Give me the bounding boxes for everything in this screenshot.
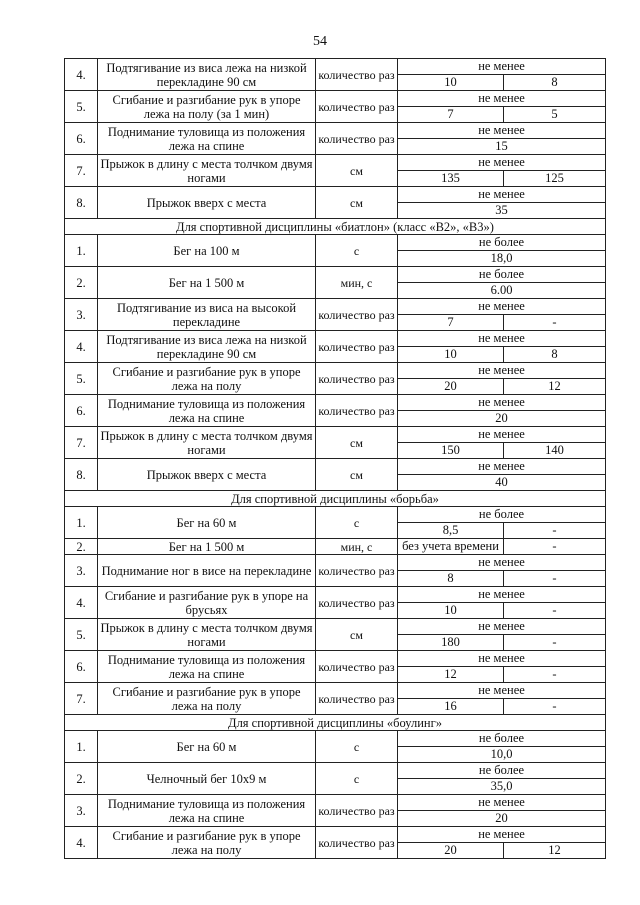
exercise-name: Подтягивание из виса лежа на низкой перекладине 90 см xyxy=(98,59,316,91)
table-row xyxy=(65,363,606,395)
norm-value: 35 xyxy=(495,203,508,217)
unit-of-measure: см xyxy=(316,187,398,219)
exercise-name: Поднимание туловища из положения лежа на спине xyxy=(98,123,316,155)
norm-value-cell xyxy=(398,827,606,859)
norm-qualifier: не более xyxy=(398,763,605,779)
norm-value-cell xyxy=(398,395,606,427)
unit-of-measure: с xyxy=(316,235,398,267)
table-row xyxy=(65,619,606,651)
row-number: 6. xyxy=(65,123,98,155)
unit-of-measure: количество раз xyxy=(316,683,398,715)
row-number: 1. xyxy=(65,731,98,763)
exercise-name: Бег на 1 500 м xyxy=(98,267,316,299)
norm-value-right: - xyxy=(552,603,557,617)
norm-grid xyxy=(398,427,605,458)
norm-value-right: - xyxy=(552,315,557,329)
norm-values xyxy=(398,139,605,154)
norm-values xyxy=(398,251,605,266)
norm-values xyxy=(398,443,605,458)
table-row xyxy=(65,555,606,587)
norm-qualifier: не менее xyxy=(398,683,605,699)
row-number: 4. xyxy=(65,59,98,91)
exercise-name: Бег на 60 м xyxy=(98,731,316,763)
norm-values xyxy=(398,539,605,554)
norm-value-left: 7 xyxy=(398,107,504,122)
norm-grid xyxy=(398,651,605,682)
table-row xyxy=(65,587,606,619)
row-number: 3. xyxy=(65,795,98,827)
row-number: 4. xyxy=(65,587,98,619)
norm-qualifier: не менее xyxy=(398,187,605,203)
exercise-name: Поднимание туловища из положения лежа на спине xyxy=(98,795,316,827)
norm-value-left: 20 xyxy=(398,379,504,394)
norm-grid xyxy=(398,395,605,426)
norm-values xyxy=(398,203,605,218)
table-row xyxy=(65,651,606,683)
norm-value-left: 20 xyxy=(398,843,504,858)
norm-values xyxy=(398,411,605,426)
norm-grid xyxy=(398,795,605,826)
table-row xyxy=(65,331,606,363)
norm-values xyxy=(398,667,605,682)
table-row xyxy=(65,763,606,795)
row-number: 7. xyxy=(65,683,98,715)
section-header-row xyxy=(65,491,606,507)
unit-of-measure: с xyxy=(316,507,398,539)
norm-value-cell xyxy=(398,731,606,763)
norm-value-left: 7 xyxy=(398,315,504,330)
exercise-name: Бег на 100 м xyxy=(98,235,316,267)
row-number: 1. xyxy=(65,507,98,539)
norm-value-cell xyxy=(398,539,606,555)
table-row xyxy=(65,267,606,299)
norm-value-cell xyxy=(398,555,606,587)
norm-value-cell xyxy=(398,795,606,827)
norm-value-cell xyxy=(398,187,606,219)
norm-qualifier: не менее xyxy=(398,795,605,811)
table-row xyxy=(65,187,606,219)
standards-table xyxy=(64,58,606,859)
norm-grid xyxy=(398,683,605,714)
exercise-name: Сгибание и разгибание рук в упоре лежа на полу xyxy=(98,363,316,395)
table-row xyxy=(65,683,606,715)
norm-values xyxy=(398,571,605,586)
norm-qualifier: не более xyxy=(398,731,605,747)
norm-values xyxy=(398,811,605,826)
page-number: 54 xyxy=(313,34,327,49)
row-number: 5. xyxy=(65,363,98,395)
section-header-row xyxy=(65,715,606,731)
norm-value-left: 10 xyxy=(398,75,504,90)
norm-value-cell xyxy=(398,683,606,715)
standards-table-body xyxy=(65,59,606,859)
norm-grid xyxy=(398,763,605,794)
norm-values xyxy=(398,475,605,490)
unit-of-measure: количество раз xyxy=(316,827,398,859)
norm-qualifier: не более xyxy=(398,235,605,251)
norm-value-cell xyxy=(398,123,606,155)
norm-value-right: 5 xyxy=(551,107,558,121)
norm-value-cell xyxy=(398,331,606,363)
norm-qualifier: не более xyxy=(398,267,605,283)
unit-of-measure: см xyxy=(316,155,398,187)
norm-qualifier: не более xyxy=(398,507,605,523)
norm-qualifier: не менее xyxy=(398,331,605,347)
norm-values xyxy=(398,843,605,858)
norm-value-left: 12 xyxy=(398,667,504,682)
norm-value-right: 8 xyxy=(551,75,558,89)
norm-grid xyxy=(398,555,605,586)
table-row xyxy=(65,459,606,491)
row-number: 3. xyxy=(65,555,98,587)
row-number: 2. xyxy=(65,539,98,555)
table-row xyxy=(65,155,606,187)
norm-grid xyxy=(398,587,605,618)
table-row xyxy=(65,59,606,91)
norm-value-right: - xyxy=(552,539,557,553)
section-title: Для спортивной дисциплины «биатлон» (класс «В2», «В3») xyxy=(65,219,606,235)
norm-values xyxy=(398,379,605,394)
unit-of-measure: см xyxy=(316,619,398,651)
norm-value-right: 140 xyxy=(545,443,564,457)
norm-grid xyxy=(398,59,605,90)
norm-value-right: - xyxy=(552,635,557,649)
unit-of-measure: мин, с xyxy=(316,267,398,299)
row-number: 6. xyxy=(65,395,98,427)
row-number: 2. xyxy=(65,267,98,299)
exercise-name: Сгибание и разгибание рук в упоре лежа на полу xyxy=(98,827,316,859)
norm-value: 40 xyxy=(495,475,508,489)
norm-value-right: - xyxy=(552,571,557,585)
row-number: 4. xyxy=(65,827,98,859)
table-row xyxy=(65,299,606,331)
exercise-name: Поднимание туловища из положения лежа на спине xyxy=(98,651,316,683)
norm-value-cell xyxy=(398,155,606,187)
norm-grid xyxy=(398,619,605,650)
norm-grid xyxy=(398,187,605,218)
exercise-name: Подтягивание из виса на высокой перекладине xyxy=(98,299,316,331)
row-number: 2. xyxy=(65,763,98,795)
unit-of-measure: количество раз xyxy=(316,91,398,123)
unit-of-measure: количество раз xyxy=(316,331,398,363)
norm-values xyxy=(398,171,605,186)
norm-value-cell xyxy=(398,235,606,267)
norm-values xyxy=(398,347,605,362)
norm-grid xyxy=(398,331,605,362)
norm-value-cell xyxy=(398,267,606,299)
norm-values xyxy=(398,107,605,122)
exercise-name: Прыжок вверх с места xyxy=(98,459,316,491)
norm-value: 35,0 xyxy=(490,779,513,793)
unit-of-measure: см xyxy=(316,459,398,491)
unit-of-measure: с xyxy=(316,731,398,763)
unit-of-measure: количество раз xyxy=(316,587,398,619)
exercise-name: Сгибание и разгибание рук в упоре лежа на полу xyxy=(98,683,316,715)
table-row xyxy=(65,395,606,427)
exercise-name: Бег на 1 500 м xyxy=(98,539,316,555)
section-header-row xyxy=(65,219,606,235)
norm-value-left: 8 xyxy=(398,571,504,586)
row-number: 8. xyxy=(65,187,98,219)
norm-qualifier: не менее xyxy=(398,91,605,107)
norm-value: 18,0 xyxy=(490,251,513,265)
table-row xyxy=(65,91,606,123)
norm-value-left: 10 xyxy=(398,347,504,362)
row-number: 7. xyxy=(65,427,98,459)
norm-value-cell xyxy=(398,91,606,123)
unit-of-measure: количество раз xyxy=(316,555,398,587)
unit-of-measure: количество раз xyxy=(316,59,398,91)
norm-values xyxy=(398,75,605,90)
norm-qualifier: не менее xyxy=(398,827,605,843)
table-row xyxy=(65,731,606,763)
row-number: 4. xyxy=(65,331,98,363)
norm-values xyxy=(398,635,605,650)
norm-qualifier: не менее xyxy=(398,587,605,603)
norm-qualifier: не менее xyxy=(398,395,605,411)
norm-grid xyxy=(398,507,605,538)
table-row xyxy=(65,507,606,539)
unit-of-measure: количество раз xyxy=(316,363,398,395)
norm-values xyxy=(398,747,605,762)
table-row xyxy=(65,235,606,267)
norm-value-right: 125 xyxy=(545,171,564,185)
norm-value-left: 16 xyxy=(398,699,504,714)
unit-of-measure: см xyxy=(316,427,398,459)
table-row xyxy=(65,539,606,555)
norm-qualifier: не менее xyxy=(398,299,605,315)
exercise-name: Бег на 60 м xyxy=(98,507,316,539)
norm-value-right: 12 xyxy=(548,379,561,393)
norm-qualifier: не менее xyxy=(398,427,605,443)
table-row xyxy=(65,123,606,155)
row-number: 8. xyxy=(65,459,98,491)
norm-value-left: 150 xyxy=(398,443,504,458)
norm-grid xyxy=(398,235,605,266)
norm-value-cell xyxy=(398,619,606,651)
exercise-name: Сгибание и разгибание рук в упоре лежа на полу (за 1 мин) xyxy=(98,91,316,123)
table-row xyxy=(65,827,606,859)
norm-value-right: - xyxy=(552,667,557,681)
unit-of-measure: количество раз xyxy=(316,299,398,331)
section-title: Для спортивной дисциплины «боулинг» xyxy=(65,715,606,731)
exercise-name: Прыжок в длину с места толчком двумя ногами xyxy=(98,427,316,459)
norm-grid xyxy=(398,731,605,762)
norm-value-right: 12 xyxy=(548,843,561,857)
norm-grid xyxy=(398,363,605,394)
norm-grid xyxy=(398,267,605,298)
exercise-name: Прыжок вверх с места xyxy=(98,187,316,219)
norm-qualifier: не менее xyxy=(398,651,605,667)
row-number: 5. xyxy=(65,619,98,651)
norm-value-right: - xyxy=(552,523,557,537)
norm-values xyxy=(398,315,605,330)
norm-value-cell xyxy=(398,363,606,395)
norm-value-cell xyxy=(398,427,606,459)
norm-value-left: 180 xyxy=(398,635,504,650)
norm-grid xyxy=(398,827,605,858)
exercise-name: Прыжок в длину с места толчком двумя ногами xyxy=(98,155,316,187)
exercise-name: Челночный бег 10х9 м xyxy=(98,763,316,795)
norm-value: 10,0 xyxy=(490,747,513,761)
row-number: 6. xyxy=(65,651,98,683)
norm-grid xyxy=(398,91,605,122)
norm-value-cell xyxy=(398,299,606,331)
norm-grid xyxy=(398,123,605,154)
norm-qualifier: не менее xyxy=(398,363,605,379)
row-number: 7. xyxy=(65,155,98,187)
table-row xyxy=(65,427,606,459)
norm-qualifier: не менее xyxy=(398,459,605,475)
norm-value-cell xyxy=(398,651,606,683)
exercise-name: Сгибание и разгибание рук в упоре на брусьях xyxy=(98,587,316,619)
norm-qualifier: не менее xyxy=(398,155,605,171)
unit-of-measure: мин, с xyxy=(316,539,398,555)
exercise-name: Подтягивание из виса лежа на низкой перекладине 90 см xyxy=(98,331,316,363)
row-number: 5. xyxy=(65,91,98,123)
norm-value-left: 135 xyxy=(398,171,504,186)
norm-value-left: 8,5 xyxy=(398,523,504,538)
norm-values xyxy=(398,283,605,298)
norm-value: 15 xyxy=(495,139,508,153)
norm-qualifier: не менее xyxy=(398,123,605,139)
row-number: 1. xyxy=(65,235,98,267)
norm-qualifier: не менее xyxy=(398,619,605,635)
norm-value-right: 8 xyxy=(551,347,558,361)
unit-of-measure: количество раз xyxy=(316,123,398,155)
row-number: 3. xyxy=(65,299,98,331)
unit-of-measure: количество раз xyxy=(316,795,398,827)
norm-value-cell xyxy=(398,507,606,539)
norm-value-left: без учета времени xyxy=(398,539,504,554)
norm-value: 6.00 xyxy=(490,283,513,297)
unit-of-measure: количество раз xyxy=(316,395,398,427)
unit-of-measure: количество раз xyxy=(316,651,398,683)
norm-value-cell xyxy=(398,459,606,491)
norm-value-left: 10 xyxy=(398,603,504,618)
norm-qualifier: не менее xyxy=(398,555,605,571)
norm-values xyxy=(398,523,605,538)
norm-values xyxy=(398,603,605,618)
norm-value-cell xyxy=(398,59,606,91)
table-row xyxy=(65,795,606,827)
exercise-name: Поднимание ног в висе на перекладине xyxy=(98,555,316,587)
norm-value: 20 xyxy=(495,411,508,425)
norm-grid xyxy=(398,459,605,490)
norm-value-cell xyxy=(398,763,606,795)
norm-grid xyxy=(398,155,605,186)
norm-values xyxy=(398,699,605,714)
norm-value: 20 xyxy=(495,811,508,825)
norm-value-right: - xyxy=(552,699,557,713)
norm-values xyxy=(398,779,605,794)
norm-qualifier: не менее xyxy=(398,59,605,75)
exercise-name: Прыжок в длину с места толчком двумя ногами xyxy=(98,619,316,651)
exercise-name: Поднимание туловища из положения лежа на спине xyxy=(98,395,316,427)
norm-grid xyxy=(398,299,605,330)
norm-value-cell xyxy=(398,587,606,619)
section-title: Для спортивной дисциплины «борьба» xyxy=(65,491,606,507)
unit-of-measure: с xyxy=(316,763,398,795)
